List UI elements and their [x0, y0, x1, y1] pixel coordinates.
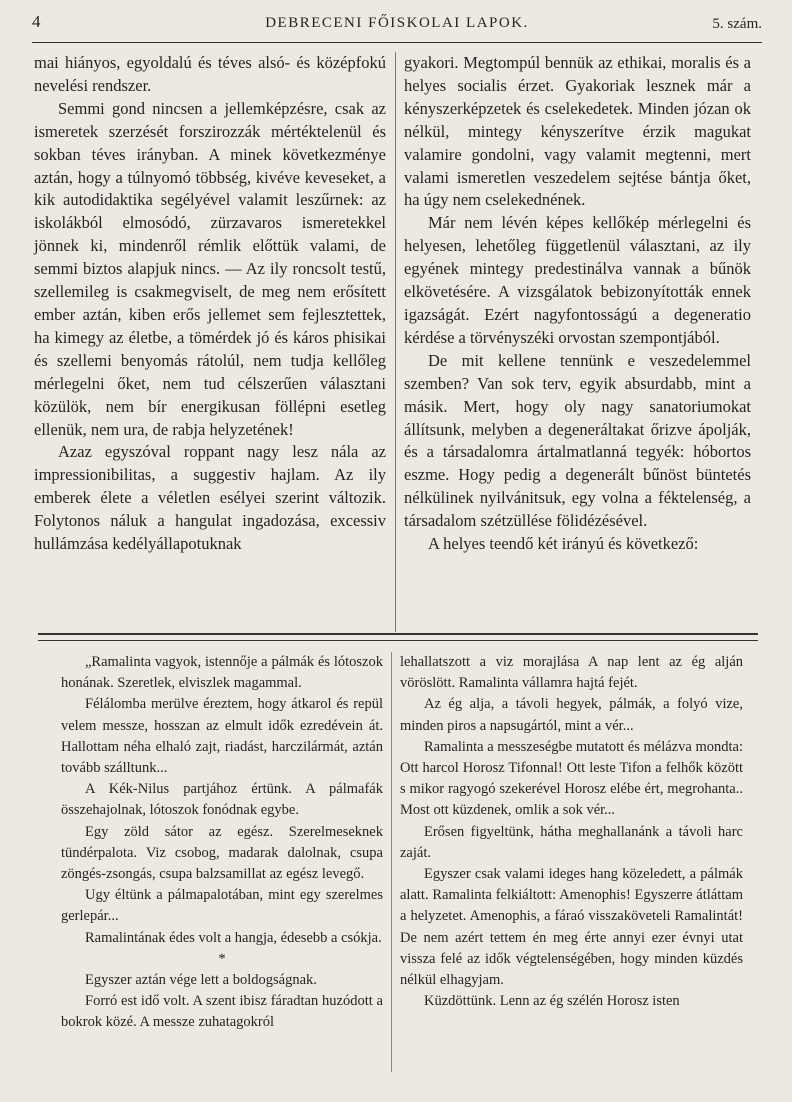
paragraph: A helyes teendő két irányú és következő: [428, 534, 699, 554]
paragraph: Ugy éltünk a pálmapalotában, mint egy szerelmes gerlepár... [61, 887, 383, 925]
story-column-left [61, 652, 383, 1077]
asterisk-separator: * [218, 950, 226, 967]
paragraph: Azaz egyszóval roppant nagy lesz nála az impressionibilitas, a suggestiv hajlam. Az ily emberek élete a véletlen esélyei szerint változik. Folytonos náluk a hangulat ingadozása, excessiv hullámzása kedélyállapotuknak [34, 442, 386, 554]
paragraph: Semmi gond nincsen a jellemképzésre, csak az ismeretek szerzését forszirozzák mértéktelenül és sokban téves irányban. A minek következménye aztán, hogy a túlnyomó többség, kivéve keveseket, a kik autodidaktika segélyével valamit leszűrnek: az iskolákból elmosódó, zürzavaros ismeretekkel jönnek ki, mindenről rémlik előttük valami, de semmi biztos alapjuk nincs. — Az ily roncsolt testű, szellemileg is csakmegviselt, de meg nem erősített ember aztán, kiben erős jellemet sem fejlesztettek, ha kimegy az életbe, a tömérdek jó és káros phisikai és szellemi benyomás rátolúl, nem tudja kellőleg mérlegelni őket, nem tud célszerűen választani közülök, nem bír energikusan föllépni esetleg ellenük, nem ura, de rabja helyzetének! [34, 98, 386, 439]
story-column-right [400, 652, 743, 1077]
article-column-left [34, 52, 386, 630]
paragraph: A Kék-Nilus partjához értünk. A pálmafák összehajolnak, lótoszok fonódnak egybe. [61, 781, 383, 819]
paragraph: Egyszer aztán vége lett a boldogságnak. [85, 972, 317, 989]
header-rule [32, 42, 762, 43]
paragraph: gyakori. Megtompúl bennük az ethikai, moralis és a helyes socialis érzet. Gyakoriak lesznek már a kényszerképzetek és cselekedetek. Minden józan ok nélkül, mintegy kényszerítve érzik magukat valamire gondolni, vagy valamit megtenni, mert valami ismeretlen veszedelem sejtése bántja őket, ha úgy nem cselekednének. [404, 53, 751, 210]
paragraph: Egy zöld sátor az egész. Szerelmeseknek tündérpalota. Viz csobog, madarak dalolnak, csupa zöngés-zsongás, csupa balzsamillat az egész levegő. [61, 823, 383, 883]
paragraph: Ramalintának édes volt a hangja, édesebb a csókja. [85, 929, 382, 946]
journal-title: DEBRECENI FŐISKOLAI LAPOK. [265, 15, 529, 31]
paragraph: Félálomba merülve éreztem, hogy átkarol és repül velem messze, hosszan az elmult idők ezredévein át. Hallottam néha elhaló zajt, riadást, harczilármát, aztán tovább szálltunk... [61, 696, 383, 777]
section-separator [38, 633, 758, 641]
page-header [32, 12, 762, 42]
paragraph: lehallatszott a viz morajlása A nap lent az ég alján vöröslött. Ramalinta vállamra hajtá fejét. [400, 654, 743, 692]
paragraph: Ramalinta a messzeségbe mutatott és mélázva mondta: Ott harcol Horosz Tifonnal! Ott leste Tifon a felhők között s mikor ragyogó szekerével Horosz elébe ért, megrohanta.. Most ott küzdenek, omlik a sok vér... [400, 738, 743, 819]
paragraph: „Ramalinta vagyok, istennője a pálmák és lótoszok honának. Szeretlek, elviszlek magammal. [61, 654, 383, 692]
paragraph: De mit kellene tennünk e veszedelemmel szemben? Van sok terv, egyik absurdabb, mint a másik. Mert, hogy oly nagy sanatoriumokat állítsunk, melyben a degeneráltakat őrizve ápolják, és a társadalomra ártalmatlanná tegyék: hóbortos eszme. Hogy pedig a degenerált bűnöst büntetés nélkülinek nyilvánitsuk, egy volna a féktelenség, a társadalom szétzüllése fölidézésével. [404, 350, 751, 531]
paragraph: Forró est idő volt. A szent ibisz fáradtan huzódott a bokrok közé. A messze zuhatagokról [61, 993, 383, 1031]
column-divider [395, 52, 396, 632]
paragraph: Küzdöttünk. Lenn az ég szélén Horosz isten [424, 993, 680, 1010]
paragraph: Erősen figyeltünk, hátha meghallanánk a távoli harc zaját. [400, 823, 743, 861]
paragraph: Az ég alja, a távoli hegyek, pálmák, a folyó vize, minden piros a napsugártól, mint a vér... [400, 696, 743, 734]
paragraph: mai hiányos, egyoldalú és téves alsó- és középfokú nevelési rendszer. [34, 53, 386, 95]
page-number: 4 [32, 12, 41, 31]
article-column-right [404, 52, 751, 630]
column-divider [391, 652, 392, 1072]
paragraph: Egyszer csak valami ideges hang közeledett, a pálmák alatt. Ramalinta felkiáltott: Amenophis! Egyszerre átláttam a helyzetet. Amenophis, a fáraó visszaköveteli Ramalintát! De nem azért tettem én meg érte annyi ezer évnyi utat vissza felé az idők végtelenségében, hogy minden küzdés nélkül elhagyjam. [400, 866, 743, 989]
issue-number: 5. szám. [712, 16, 762, 32]
paragraph: Már nem lévén képes kellőkép mérlegelni és helyesen, lehetőleg függetlenül választani, az ily egyének mintegy predestinálva vannak a bűnök elkövetésére. A vizsgálatok bebizonyították ennek igazságát. Ezért nagyfontosságú a degeneratio kérdése a törvényszéki orvostan szempontjából. [404, 213, 751, 347]
